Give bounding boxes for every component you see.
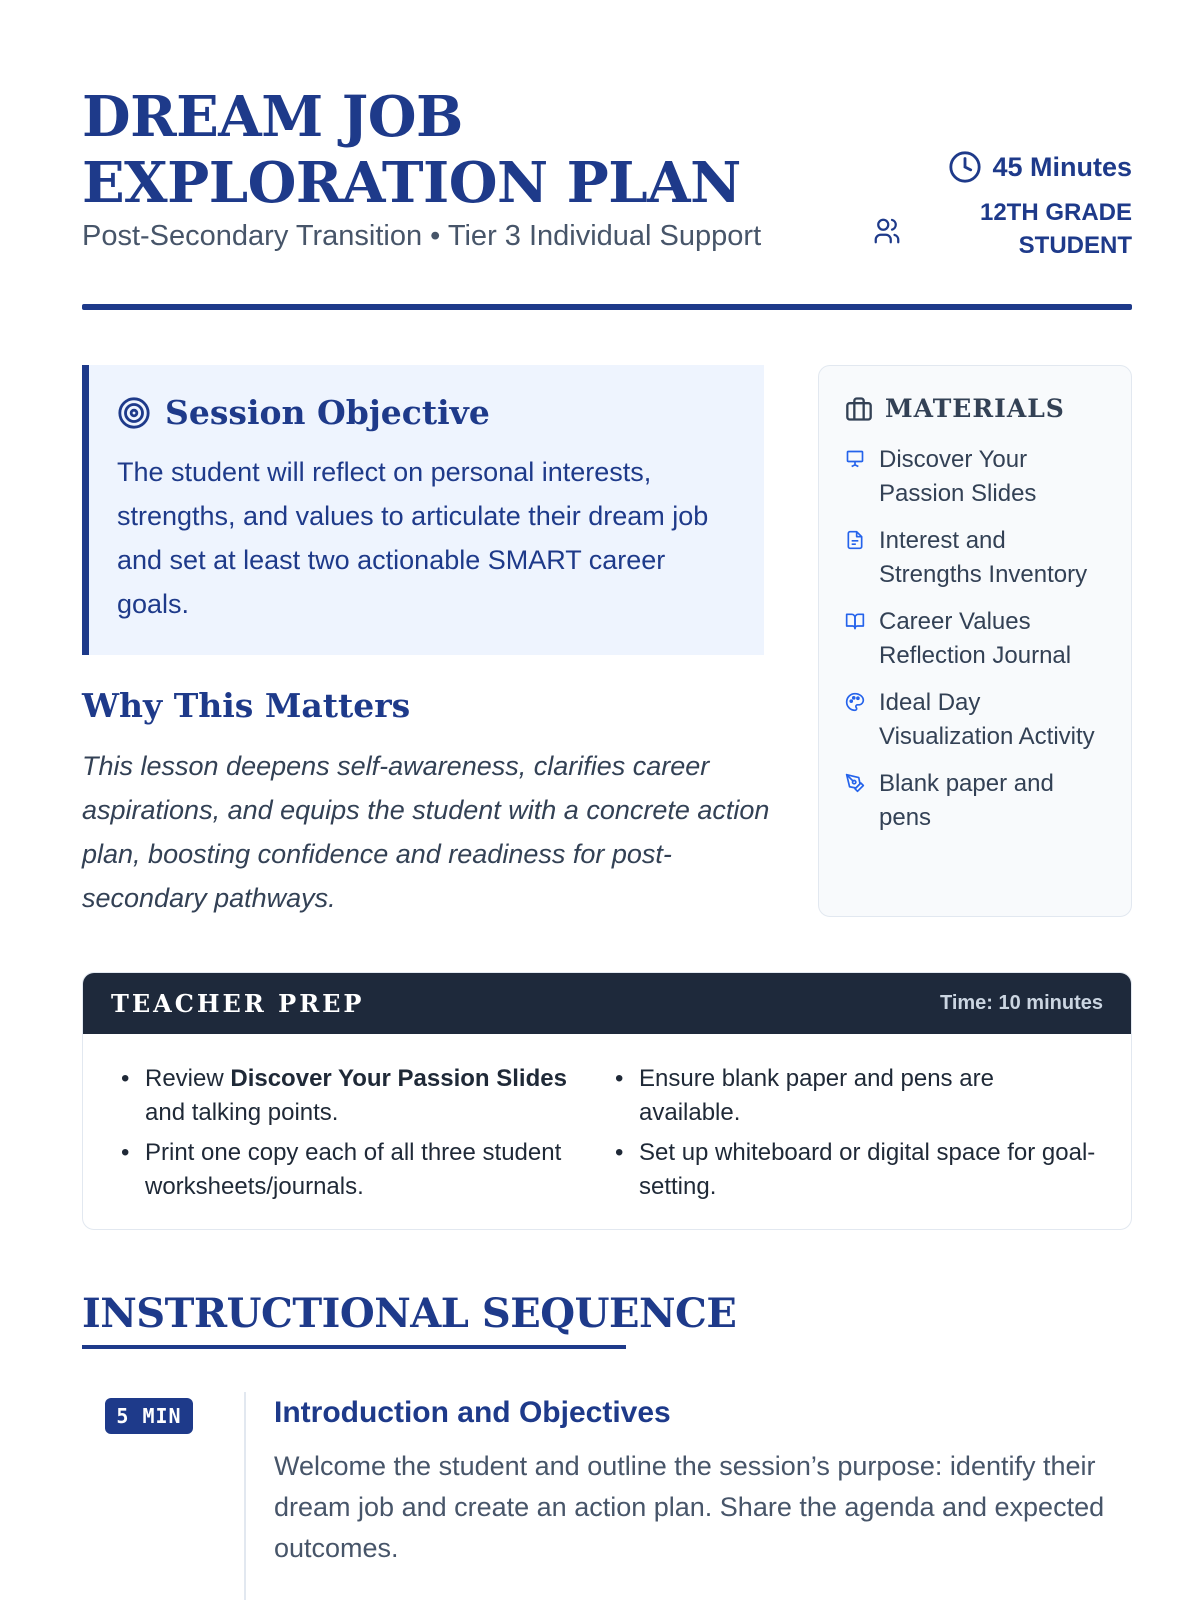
prep-item: • Ensure blank paper and pens are available.	[607, 1062, 1101, 1130]
materials-item	[845, 686, 1109, 754]
grade-line-2: STUDENT	[1018, 232, 1132, 259]
materials-item-label: Interest and Strengths Inventory	[879, 527, 1088, 588]
prep-item-emphasis: Discover Your Passion Slides	[230, 1065, 567, 1092]
target-icon	[117, 396, 151, 430]
materials-panel	[818, 365, 1132, 917]
step-duration-badge: 5 MIN	[105, 1398, 193, 1434]
grade-line-1: 12TH GRADE	[979, 199, 1132, 226]
materials-item	[845, 524, 1109, 592]
prep-item: • Review Discover Your Passion Slides and talking points.	[113, 1062, 607, 1130]
teacher-prep-header	[83, 973, 1131, 1034]
session-meta	[902, 150, 1132, 262]
page-title: DREAM JOB EXPLORATION PLAN	[82, 84, 741, 216]
document-icon	[845, 530, 865, 550]
teacher-prep-card	[82, 972, 1132, 1230]
step-title: Introduction and Objectives	[274, 1396, 671, 1429]
grade-label	[902, 196, 1132, 262]
header-divider	[82, 304, 1132, 310]
session-objective-card	[82, 365, 764, 655]
materials-item	[845, 605, 1109, 673]
teacher-prep-title: TEACHER PREP	[111, 989, 365, 1018]
pen-icon	[845, 773, 865, 793]
page-header	[82, 84, 1132, 304]
clock-icon	[948, 150, 982, 184]
users-icon	[872, 216, 902, 246]
objective-title: Session Objective	[165, 393, 490, 432]
materials-item	[845, 443, 1109, 511]
book-icon	[845, 611, 865, 631]
materials-item	[845, 767, 1109, 835]
materials-item-label: Career Values Reflection Journal	[879, 608, 1072, 669]
materials-title: MATERIALS	[885, 394, 1065, 423]
briefcase-icon	[845, 395, 873, 423]
materials-list	[845, 443, 1109, 835]
why-this-matters-title: Why This Matters	[82, 686, 411, 725]
teacher-prep-column-left	[113, 1062, 607, 1210]
teacher-prep-time: Time: 10 minutes	[939, 992, 1103, 1014]
materials-item-label: Blank paper and pens	[879, 770, 1054, 831]
objective-heading	[117, 393, 734, 432]
page-subtitle: Post-Secondary Transition • Tier 3 Individual Support	[82, 220, 762, 252]
duration-label: 45 Minutes	[992, 151, 1132, 182]
teacher-prep-body	[83, 1034, 1131, 1210]
sequence-title: INSTRUCTIONAL SEQUENCE	[82, 1290, 737, 1337]
materials-heading	[845, 394, 1109, 423]
prep-item: • Print one copy each of all three student worksheets/journals.	[113, 1136, 607, 1204]
materials-item-label: Discover Your Passion Slides	[879, 446, 1037, 507]
materials-item-label: Ideal Day Visualization Activity	[879, 689, 1095, 750]
sequence-title-underline	[82, 1345, 626, 1349]
timeline-line	[244, 1392, 246, 1600]
why-this-matters-text: This lesson deepens self-awareness, clarifies career aspirations, and equips the student with a concrete action plan, boosting confidence and readiness for post-secondary pathways.	[82, 751, 770, 913]
palette-icon	[845, 692, 865, 712]
prep-item: • Set up whiteboard or digital space for goal-setting.	[607, 1136, 1101, 1204]
duration	[902, 150, 1132, 184]
step-description: Welcome the student and outline the session’s purpose: identify their dream job and create an action plan. Share the agenda and expected outcomes.	[274, 1451, 1105, 1563]
objective-text: The student will reflect on personal interests, strengths, and values to articulate their dream job and set at least two actionable SMART career goals.	[117, 457, 709, 619]
teacher-prep-column-right	[607, 1062, 1101, 1210]
presentation-icon	[845, 449, 865, 469]
